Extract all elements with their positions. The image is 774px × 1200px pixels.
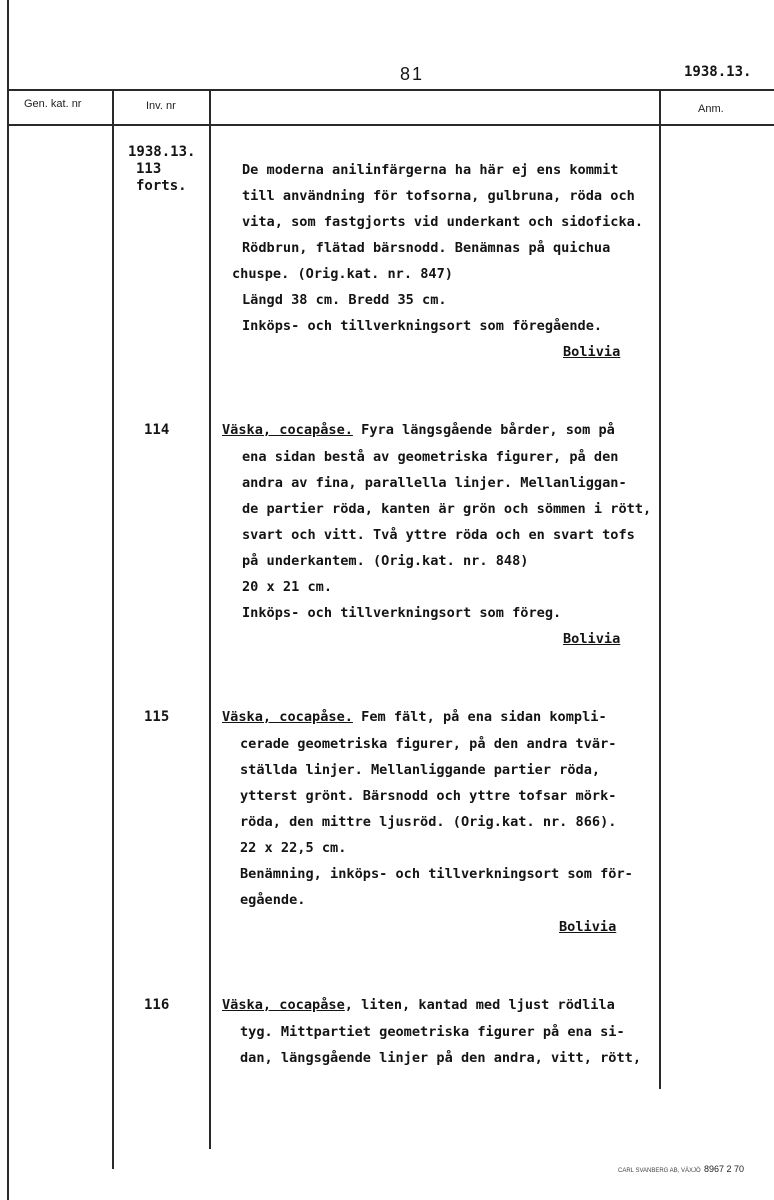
entry-113-text-line: vita, som fastgjorts vid underkant och sidoficka. (242, 214, 644, 230)
column-divider-inv-text (209, 89, 211, 1149)
entry-116-title: Väska, cocapåse (222, 997, 345, 1013)
entry-114-text-line: de partier röda, kanten är grön och sömmen i rött, (242, 501, 652, 517)
entry-113-text-line: Inköps- och tillverkningsort som föregående. (242, 318, 603, 334)
column-divider-gen-inv (112, 89, 114, 1169)
entry-114-text-line: 20 x 21 cm. (242, 579, 333, 595)
entry-115-text-line: 22 x 22,5 cm. (240, 840, 347, 856)
column-header-gen-kat: Gen. kat. nr (24, 98, 82, 110)
entry-114-inv-number: 114 (144, 422, 170, 438)
entry-113-text-line: till användning för tofsorna, gulbruna, röda och (242, 188, 635, 204)
entry-113-inv-line: 113 (136, 161, 162, 177)
entry-114-text-line: svart och vitt. Två yttre röda och en svart tofs (242, 527, 635, 543)
column-divider-text-anm (659, 89, 661, 1089)
entry-113-inv-line: forts. (136, 178, 187, 194)
entry-115-text-line: röda, den mittre ljusröd. (Orig.kat. nr. 866). (240, 814, 617, 830)
entry-114-title: Väska, cocapåse. (222, 422, 353, 438)
form-number: 8967 2 70 (704, 1164, 745, 1174)
entry-115-first-line-rest: Fem fält, på ena sidan kompli- (352, 709, 607, 725)
entry-115-text-line: ställda linjer. Mellanliggande partier röda, (240, 762, 601, 778)
entry-114-first-line (222, 422, 615, 438)
entry-115-text-line: ytterst grönt. Bärsnodd och yttre tofsar mörk- (240, 788, 617, 804)
left-margin-line (7, 0, 9, 1200)
entry-114-text-line: andra av fina, parallella linjer. Mellanliggan- (242, 475, 627, 491)
printer-imprint: CARL SVANBERG AB, VÄXJÖ (618, 1168, 701, 1174)
entry-113-inv-line: 1938.13. (128, 144, 196, 160)
entry-115-inv-number: 115 (144, 709, 170, 725)
entry-115-first-line (222, 709, 607, 725)
entry-114-first-line-rest: Fyra längsgående bårder, som på (352, 422, 615, 438)
entry-116-text-line: dan, längsgående linjer på den andra, vitt, rött, (240, 1050, 642, 1066)
column-header-inv: Inv. nr (146, 100, 176, 112)
catalogue-code: 1938.13. (684, 64, 752, 80)
entry-115-title: Väska, cocapåse. (222, 709, 353, 725)
entry-114-place: Bolivia (563, 631, 621, 647)
entry-115-text-line: Benämning, inköps- och tillverkningsort som för- (240, 866, 633, 882)
entry-113-text-line: De moderna anilinfärgerna ha här ej ens kommit (242, 162, 619, 178)
entry-116-text-line: tyg. Mittpartiet geometriska figurer på ena si- (240, 1024, 625, 1040)
entry-116-inv-number: 116 (144, 997, 170, 1013)
entry-114-text-line: ena sidan bestå av geometriska figurer, på den (242, 449, 619, 465)
entry-116-first-line (222, 997, 615, 1013)
entry-113-text-line: chuspe. (Orig.kat. nr. 847) (232, 266, 453, 282)
entry-114-text-line: Inköps- och tillverkningsort som föreg. (242, 605, 562, 621)
entry-115-text-line: egående. (240, 892, 306, 908)
page-number: 81 (400, 64, 425, 84)
entry-113-place: Bolivia (563, 344, 621, 360)
column-header-anm: Anm. (698, 103, 724, 115)
entry-113-text-line: Längd 38 cm. Bredd 35 cm. (242, 292, 447, 308)
entry-115-place: Bolivia (559, 919, 617, 935)
entry-116-first-line-rest: , liten, kantad med ljust rödlila (344, 997, 615, 1013)
entry-115-text-line: cerade geometriska figurer, på den andra tvär- (240, 736, 617, 752)
entry-114-text-line: på underkantem. (Orig.kat. nr. 848) (242, 553, 529, 569)
entry-113-text-line: Rödbrun, flätad bärsnodd. Benämnas på quichua (242, 240, 611, 256)
